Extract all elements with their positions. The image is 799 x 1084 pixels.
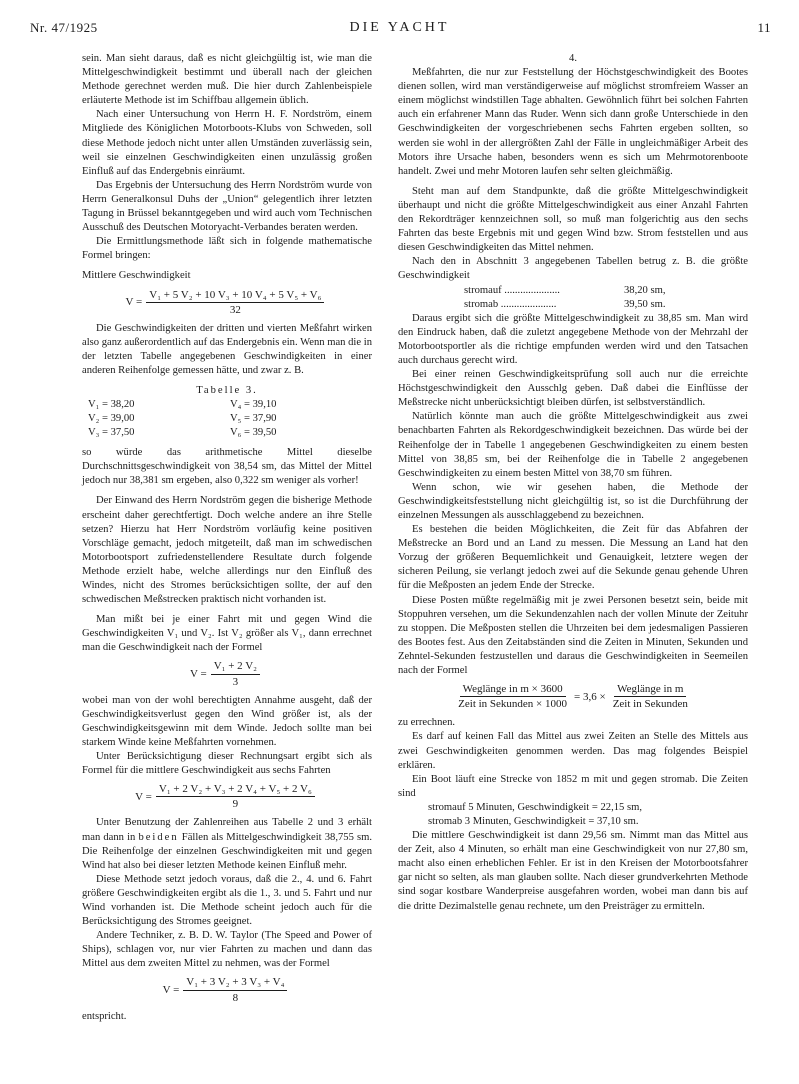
issue-number: Nr. 47/1925 <box>30 20 98 35</box>
table-cell: V₁ = 38,20 <box>88 399 135 411</box>
result-row <box>398 298 684 312</box>
formula-six-runs <box>82 782 372 811</box>
formula-denominator: Zeit in Sekunden × 1000 <box>458 698 568 711</box>
paragraph: so würde das arithmetische Mittel dieselbe Durchschnittsgeschwindigkeit von 38,54 sm, das Mittel der Mittel jedoch nur 38,381 sm ergeben, also 0,322 sm weniger als vorher! <box>82 447 372 487</box>
formula-denominator: Zeit in Sekunden <box>612 698 688 711</box>
row-value: 39,50 sm. <box>624 298 666 310</box>
example-line: stromauf 5 Minuten, Geschwindigkeit = 22,15 sm, <box>428 801 643 813</box>
section-number: 4. <box>569 53 577 64</box>
paragraph: Unter Berücksichtigung dieser Rechnungsart ergibt sich als Formel für die mittlere Geschwindigkeit aus sechs Fahrten <box>82 751 372 777</box>
formula-denominator: 3 <box>232 675 239 688</box>
paragraph: wobei man von der wohl berechtigten Annahme ausgeht, daß der Geschwindigkeitsverlust gegen den Wind größer ist, als der Geschwindigkeitsgewinn mit dem Winde. Jedoch sollte man bei starkem Winde keine Meßfahrten vornehmen. <box>82 694 372 748</box>
paragraph: Es bestehen die beiden Möglichkeiten, die Zeit für das Abfahren der Meßstrecke an Bord und an Land zu messen. Die Messung an Land hat den Vorzug der größeren Bequemlichkeit und Genauigkeit, letztere wegen der sicheren Peilung, sie verlangt jedoch zwei auf die Sekunde genau gehende Uhren für die Meßposten an jedem Ende der Strecke. <box>398 524 748 592</box>
formula-numerator: V₁ + 3 V₂ + 3 V₃ + V₄ <box>183 975 287 990</box>
page-number: 11 <box>757 20 771 35</box>
paragraph: Daraus ergibt sich die größte Mittelgeschwindigkeit zu 38,85 sm. Man wird den Eindruck haben, daß die zuletzt angegebene Methode von der Mehrzahl der Motorbootsportler als die richtige empfunden werden wird und den Tatsachen auch durchaus gerecht wird. <box>398 312 748 366</box>
table-cell: V₂ = 39,00 <box>88 413 135 425</box>
result-row <box>398 284 684 298</box>
formula-lhs: V = <box>125 296 143 309</box>
formula-numerator: Weglänge in m <box>614 682 686 697</box>
paragraph: zu errechnen. <box>398 717 456 729</box>
paragraph <box>82 816 372 872</box>
formula-lhs: V = <box>162 983 180 996</box>
table-cell: V₅ = 37,90 <box>230 413 277 425</box>
formula-numerator: V₁ + 2 V₂ + V₃ + 2 V₄ + V₅ + 2 V₆ <box>156 782 315 797</box>
row-value: 38,20 sm, <box>624 284 666 296</box>
table-cell: V₃ = 37,50 <box>88 427 135 439</box>
paragraph: sein. Man sieht daraus, daß es nicht gleichgültig ist, wie man die Mittelgeschwindigkeit bestimmt und überall nach der gleichen Methode gerechnet werden muß. Die hier durch Zahlenbeispiele erläuterte Methode ist im Schiffbau allgemein üblich. <box>82 53 372 107</box>
right-column <box>398 52 748 914</box>
paragraph: Steht man auf dem Standpunkte, daß die größte Mittelgeschwindigkeit überhaupt und nicht die größte Mittelgeschwindigkeit aus einer Anzahl Fahrten den Rekordträger kennzeichnen soll, so muß man folgerichtig aus den sechs Fahrten das beste Ergebnis mit und gegen Wind bzw. Strom feststellen und aus diesen Geschwindigkeiten das Mittel nehmen. <box>398 185 748 254</box>
paragraph: Natürlich könnte man auch die größte Mittelgeschwindigkeit aus zwei benachbarten Fahrten als Rekordgeschwindigkeit bezeichnen. Das würde bei der Reihenfolge der in Tabelle 1 angegebenen Geschwindigkeiten zu einem besten Mittel von 38,85 sm, bei der Reihenfolge die in Tabelle 2 angegebenen Geschwindigkeiten zu einem besten Mittel von 38,70 sm führen. <box>398 411 748 479</box>
formula-numerator: V₁ + 2 V₂ <box>211 659 260 674</box>
row-label: stromab ..................... <box>464 298 557 310</box>
paragraph: entspricht. <box>82 1010 127 1022</box>
formula-factor: = 3,6 × <box>574 690 606 703</box>
paragraph: Meßfahrten, die nur zur Feststellung der Höchstgeschwindigkeit des Bootes dienen sollen, wird man verständigerweise auf möglichst stromfreiem Wasser an einem möglichst windstillen Tage abhalten. Gewöhnlich führt bei solchen Fahrten auch ein erfahrener Mann das Ruder. Wenn sich dann große Unterschiede in den Geschwindigkeiten der vorgeschriebenen sechs Fahrten ergeben sollten, so werden sie wohl in der allergrößten Zahl der Fälle in ungleichmäßiger Arbeit des Motors ihre Ursache haben, besonders wenn es sich um Mehrmotorenboote handelt. Zwei und mehr Motoren laufen sehr selten gleichmäßig. <box>398 67 748 177</box>
paragraph: Ein Boot läuft eine Strecke von 1852 m mit und gegen stromab. Die Zeiten sind <box>398 773 748 799</box>
formula-wind <box>82 659 372 688</box>
paragraph-part: Fällen als Mittelgeschwindigkeit 38,755 sm. Die Reihenfolge der einzelnen Geschwindigkeiten mit und gegen Wind hat also bei dieser letzten Methode keinen Einfluß mehr. <box>82 831 372 871</box>
paragraph: Bei einer reinen Geschwindigkeitsprüfung soll auch nur die erreichte Höchstgeschwindigkeit den Ausschlg geben. Daß dabei die Einflüsse der Meßstrecke nicht unberücksichtigt bleiben dürfen, ist selbstverständlich. <box>398 369 748 409</box>
paragraph: Wenn schon, wie wir gesehen haben, die Methode der Geschwindigkeitsfeststellung nicht gleichgültig ist, so ist die Durchführung der einzelnen Messungen als ausschlaggebend zu bezeichnen. <box>398 481 748 521</box>
table-cell: V₄ = 39,10 <box>230 399 277 411</box>
emphasis: beiden <box>138 831 179 843</box>
example-line: stromab 3 Minuten, Geschwindigkeit = 37,10 sm. <box>428 815 639 827</box>
speed-table <box>82 398 372 440</box>
formula-denominator: 32 <box>229 303 241 316</box>
formula-label: Mittlere Geschwindigkeit <box>82 270 191 282</box>
paragraph: Nach den in Abschnitt 3 angegebenen Tabellen betrug z. B. die größte Geschwindigkeit <box>398 256 748 282</box>
table-cell: V₆ = 39,50 <box>230 427 277 439</box>
paragraph: Es darf auf keinen Fall das Mittel aus zwei Zeiten an Stelle des Mittels aus zwei Geschwindigkeiten genommen werden. Das mag folgendes Beispiel erklären. <box>398 731 748 771</box>
paragraph: Man mißt bei je einer Fahrt mit und gegen Wind die Geschwindigkeiten V₁ und V₂. Ist V₂ größer als V₁, dann errechnet man die Geschwindigkeit nach der Formel <box>82 614 372 654</box>
paragraph: Nach einer Untersuchung von Herrn H. F. Nordström, einem Mitgliede des Königlichen Motorboots-Klubs von Schweden, soll diese Methode jedoch nicht unter allen Umständen zuverlässig sein, weil sie einzelnen Geschwindigkeiten einen unzulässig großen Einfluß auf das Endergebnis einräumt. <box>82 109 372 177</box>
paragraph: Diese Posten müßte regelmäßig mit je zwei Personen besetzt sein, beide mit Stoppuhren versehen, um die Sekundenzahlen nach der vollen Minute der Zeituhr zu stoppen. Die Meßposten stellen die Uhrzeiten bei dem jedesmaligen Passieren des Bootes fest. Aus den Zeitabständen sind die Zeiten in Minuten, Sekunden und Zehntel-Sekunden festzustellen und daraus die Geschwindigkeiten in Seemeilen nach der Formel <box>398 594 748 677</box>
magazine-title: DIE YACHT <box>349 20 450 35</box>
left-column <box>82 52 372 1024</box>
paragraph: Diese Methode setzt jedoch voraus, daß die 2., 4. und 6. Fahrt größere Geschwindigkeiten ergibt als die 1., 3. und 5. Fahrt und nur Wind vorhanden ist. Die Methode scheint jedoch auch für die Berücksichtigung des Stromes geeignet. <box>82 873 372 928</box>
formula-lhs: V = <box>189 668 207 681</box>
formula-numerator: V₁ + 5 V₂ + 10 V₃ + 10 V₄ + 5 V₅ + V₆ <box>146 288 324 303</box>
paragraph: Die Ermittlungsmethode läßt sich in folgende mathematische Formel bringen: <box>82 236 372 262</box>
paragraph-part: Unter Benutzung der Zahlenreihen aus Tabelle 2 und 3 erhält man dann in <box>82 817 372 843</box>
formula-taylor <box>82 975 372 1004</box>
formula-seemiles <box>398 682 748 711</box>
paragraph: Der Einwand des Herrn Nordström gegen die bisherige Methode erscheint daher gerechtfertigt. Doch welche andere an ihre Stelle setzen? Hierzu hat Herr Nordström vorläufig keine positiven Vorschläge gemacht, jedoch mitgeteilt, daß man im schwedischen Motorbootsport zufriedenstellendere Resultate durch folgende Methode erzielt habe, welche allerdings nur den Einfluß des Windes, nicht des Stromes berücksichtigen sollte, der auf den schwedischen Meßstrecken praktisch nicht vorhanden ist. <box>82 495 372 606</box>
paragraph: Das Ergebnis der Untersuchung des Herrn Nordström wurde von Herrn Generalkonsul Duhs der „Union“ gelegentlich ihrer letzten Tagung in Brüssel bekanntgegeben und wird auch vom Technischen Ausschuß des Deutschen Motoryacht-Verbandes beraten werden. <box>82 179 372 234</box>
formula-denominator: 9 <box>232 798 239 811</box>
paragraph: Andere Techniker, z. B. D. W. Taylor (The Speed and Power of Ships), schlagen vor, nur vier Fahrten zu machen und dann das Mittel aus dem zweiten Mittel zu nehmen, was der Formel <box>82 930 372 970</box>
formula-mean-of-means <box>82 288 372 317</box>
formula-denominator: 8 <box>232 991 239 1004</box>
paragraph: Die mittlere Geschwindigkeit ist dann 29,56 sm. Nimmt man das Mittel aus der Zeit, also 4 Minuten, so erhält man eine Geschwindigkeit von nur 27,80 sm, macht also einen erheblichen Fehler. Er ist in den Kreisen der Motorbootsfahrer gar nicht so selten, als man glauben sollte. Nach dieser grundverkehrten Methode sind sogar kostbare Wanderpreise ausgefahren worden, wobei man dann bis auf die dritte Dezimalstelle genau rechnete, um den Preisträger zu ermitteln. <box>398 830 748 912</box>
table-title: Tabelle 3. <box>196 385 258 397</box>
formula-lhs: V = <box>135 790 152 803</box>
paragraph: Die Geschwindigkeiten der dritten und vierten Meßfahrt wirken also ganz außerordentlich auf das Endergebnis ein. Wenn man die in der letzten Tabelle angegebenen Geschwindigkeiten in einer anderen Reihenfolge gemessen hätte, und zwar z. B. <box>82 322 372 376</box>
formula-numerator: Weglänge in m × 3600 <box>460 682 566 697</box>
row-label: stromauf ..................... <box>464 284 560 296</box>
